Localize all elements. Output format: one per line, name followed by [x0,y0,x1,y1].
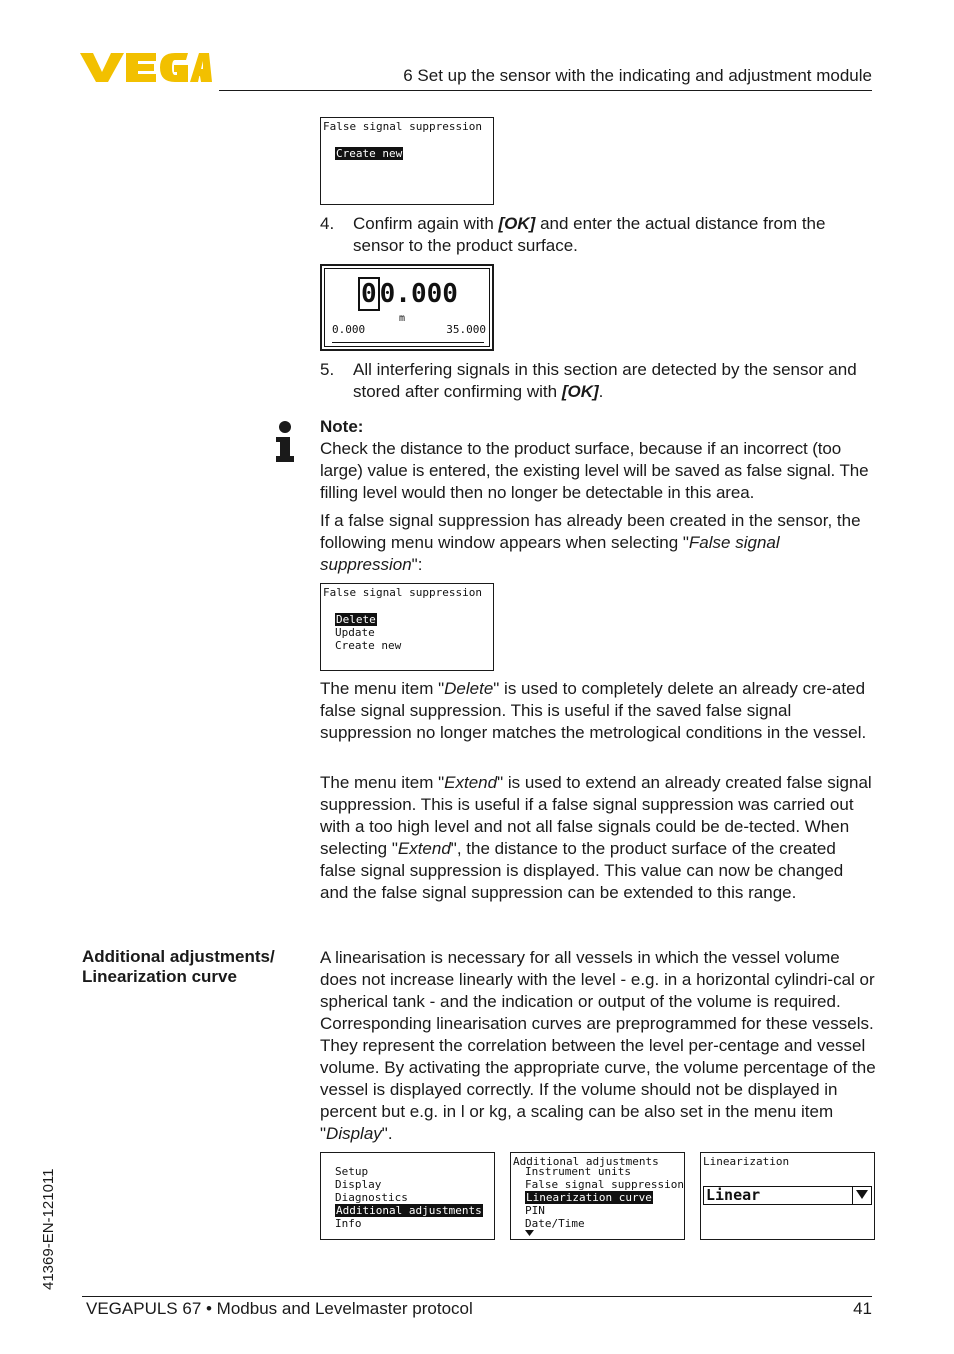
scroll-down-arrow-icon[interactable] [525,1230,534,1236]
display-main-menu [320,1152,495,1240]
paragraph-linearisation: A linearisation is necessary for all vessels in which the vessel volume does not increase linearly with the level - e.g. in a horizontal cylindri-cal or spherical tank - and the indication or output of the volume is required. Corresponding linearisation curves are preprogrammed for these vessels. They represent the correlation between the level per-centage and vessel volume. By activating the appropriate curve, the volume percentage of the vessel is displayed correctly. If the volume should not be displayed in percent but e.g. in l or kg, a scaling can be also set in the menu item "Display". [320,948,876,1143]
linearization-value: Linear [706,1186,761,1204]
display-false-signal-menu [320,583,494,671]
step-5 [320,359,880,405]
info-icon [274,421,296,463]
paragraph-existing-suppression: If a false signal suppression has already been created in the sensor, the following menu window appears when selecting "False signal suppression": [320,511,861,574]
section-heading: Additional adjustments/ Linearization curve [82,947,275,986]
display-false-signal-create [320,117,494,205]
display-title: Linearization [703,1155,790,1168]
footer-divider [82,1296,872,1297]
note-text: Check the distance to the product surface, because if an incorrect (too large) value is entered, the existing level will be saved as false signal. The filling level would then no longer be detectable in this area. [320,439,869,502]
menu-item-false-signal-suppression[interactable]: False signal suppression [525,1178,684,1191]
display-distance-entry [320,264,494,351]
menu-item-display[interactable]: Display [335,1178,382,1191]
display-title: False signal suppression [323,586,482,599]
range-max: 35.000 [446,323,486,336]
display-title: False signal suppression [323,120,482,133]
note-block [320,416,876,504]
paragraph-extend: The menu item "Extend" is used to extend an already created false signal suppression. This is useful if a false signal suppression was carried out with a too high level and not all false signals could be de-tected. When selecting "Extend", the distance to the product surface of the created false signal suppression is displayed. This value can now be changed and the false signal suppression can be extended to this range. [320,773,872,902]
paragraph-delete: The menu item "Delete" is used to completely delete an already cre-ated false signal suppression. This is useful if the saved false signal suppression no longer matches the metrological conditions in the vessel. [320,679,867,742]
menu-item-create-new[interactable]: Create new [335,639,402,652]
ok-key: [OK] [561,382,599,401]
page-number: 41 [853,1299,872,1318]
range-scale [332,338,484,343]
menu-item-setup[interactable]: Setup [335,1165,369,1178]
menu-item-date-time[interactable]: Date/Time [525,1217,585,1230]
distance-value[interactable]: 0 0.000 [358,280,458,308]
menu-item-instrument-units[interactable]: Instrument units [525,1165,631,1178]
vega-logo [80,50,212,84]
menu-item-pin[interactable]: PIN [525,1204,545,1217]
step-number: 4. [320,214,335,233]
ok-key: [OK] [498,214,536,233]
header-title: 6 Set up the sensor with the indicating and adjustment module [403,66,872,85]
display-additional-adjustments [510,1152,685,1240]
menu-item-diagnostics[interactable]: Diagnostics [335,1191,408,1204]
step-text: All interfering signals in this section are detected by the sensor and stored after confirming with [OK]. [353,360,857,401]
step-4 [320,213,880,259]
dropdown-button[interactable] [852,1186,871,1205]
menu-item-create-new[interactable]: Create new [336,147,403,160]
range-min: 0.000 [332,323,366,336]
document-code: 41369-EN-121011 [40,1168,57,1290]
header-divider [219,90,872,91]
menu-item-info[interactable]: Info [335,1217,362,1230]
menu-item-linearization-curve[interactable]: Linearization curve [526,1191,652,1204]
menu-item-delete[interactable]: Delete [336,613,376,626]
chevron-down-icon [856,1190,868,1199]
linearization-select[interactable] [703,1186,872,1205]
step-number: 5. [320,360,335,379]
display-linearization [700,1152,875,1240]
unit-label: m [399,313,406,324]
menu-item-update[interactable]: Update [335,626,375,639]
display-title: Additional adjustments [513,1155,659,1168]
step-text: Confirm again with [OK] and enter the actual distance from the sensor to the product surface. [353,214,826,255]
footer-product: VEGAPULS 67 • Modbus and Levelmaster protocol [86,1299,473,1318]
note-label: Note: [320,417,364,436]
menu-item-additional-adjustments[interactable]: Additional adjustments [336,1204,482,1217]
